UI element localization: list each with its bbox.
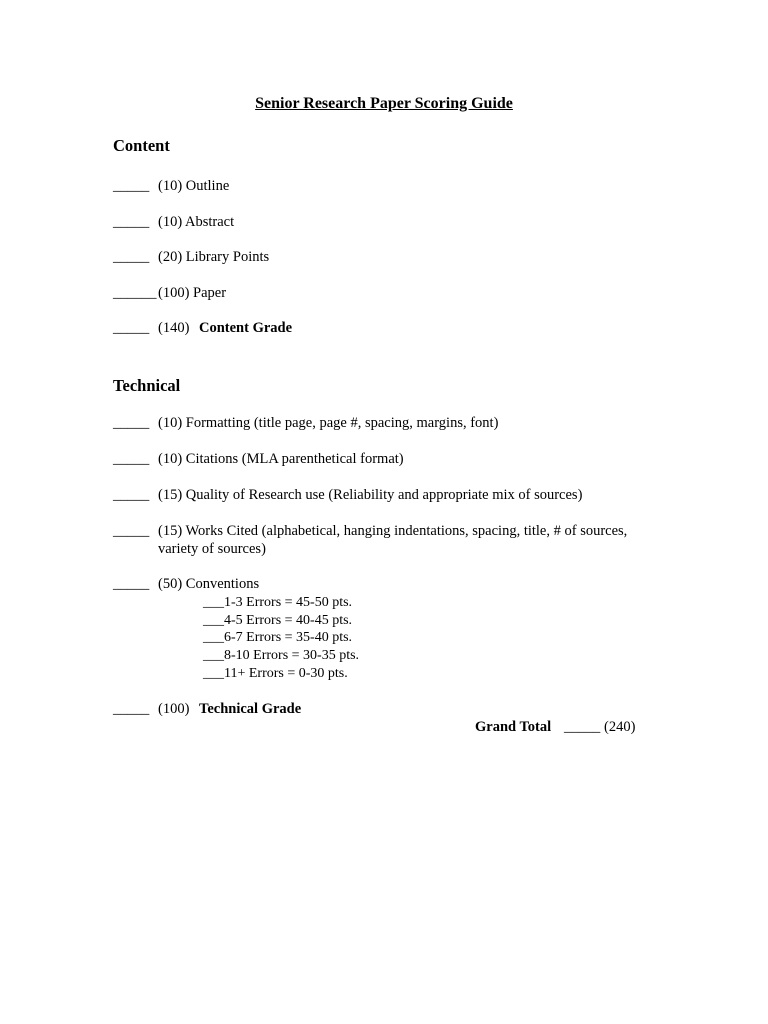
item-label: (10) Abstract <box>158 214 235 230</box>
score-blank: _____ <box>113 214 150 230</box>
score-blank: _____ <box>113 523 150 539</box>
score-blank: _____ <box>113 320 150 336</box>
conventions-item: ___4-5 Errors = 40-45 pts. <box>203 613 353 628</box>
item-label: (15) Quality of Research use (Reliability and appropriate mix of sources) <box>158 487 583 503</box>
technical-grade-label: Technical Grade <box>199 701 302 717</box>
conventions-item: ___11+ Errors = 0-30 pts. <box>203 666 348 681</box>
score-blank: _____ <box>113 701 150 717</box>
grand-total-label: Grand Total <box>475 719 552 735</box>
conventions-item: ___8-10 Errors = 30-35 pts. <box>203 648 360 663</box>
item-label-continued: variety of sources) <box>158 541 266 557</box>
item-points: (100) <box>158 701 190 717</box>
item-label: (100) Paper <box>158 285 227 301</box>
item-label: (10) Formatting (title page, page #, spacing, margins, font) <box>158 415 499 431</box>
grand-total-points: (240) <box>604 719 636 735</box>
page-title: Senior Research Paper Scoring Guide <box>255 95 513 112</box>
item-label: (50) Conventions <box>158 576 260 592</box>
score-blank: _____ <box>113 451 150 467</box>
conventions-item: ___1-3 Errors = 45-50 pts. <box>203 595 353 610</box>
grand-total-blank: _____ <box>564 719 601 735</box>
item-label: (15) Works Cited (alphabetical, hanging indentations, spacing, title, # of sources, <box>158 523 628 539</box>
item-points: (140) <box>158 320 190 336</box>
item-label: (10) Citations (MLA parenthetical format) <box>158 451 404 467</box>
score-blank: _____ <box>113 178 150 194</box>
item-label: (20) Library Points <box>158 249 270 265</box>
score-blank: _____ <box>113 249 150 265</box>
content-grade-label: Content Grade <box>199 320 293 336</box>
score-blank: _____ <box>113 487 150 503</box>
score-blank: _____ <box>113 415 150 431</box>
score-blank: ______ <box>113 285 157 301</box>
section-heading-content: Content <box>113 136 170 155</box>
section-heading-technical: Technical <box>113 376 181 395</box>
score-blank: _____ <box>113 576 150 592</box>
item-label: (10) Outline <box>158 178 230 194</box>
conventions-item: ___6-7 Errors = 35-40 pts. <box>203 630 353 645</box>
